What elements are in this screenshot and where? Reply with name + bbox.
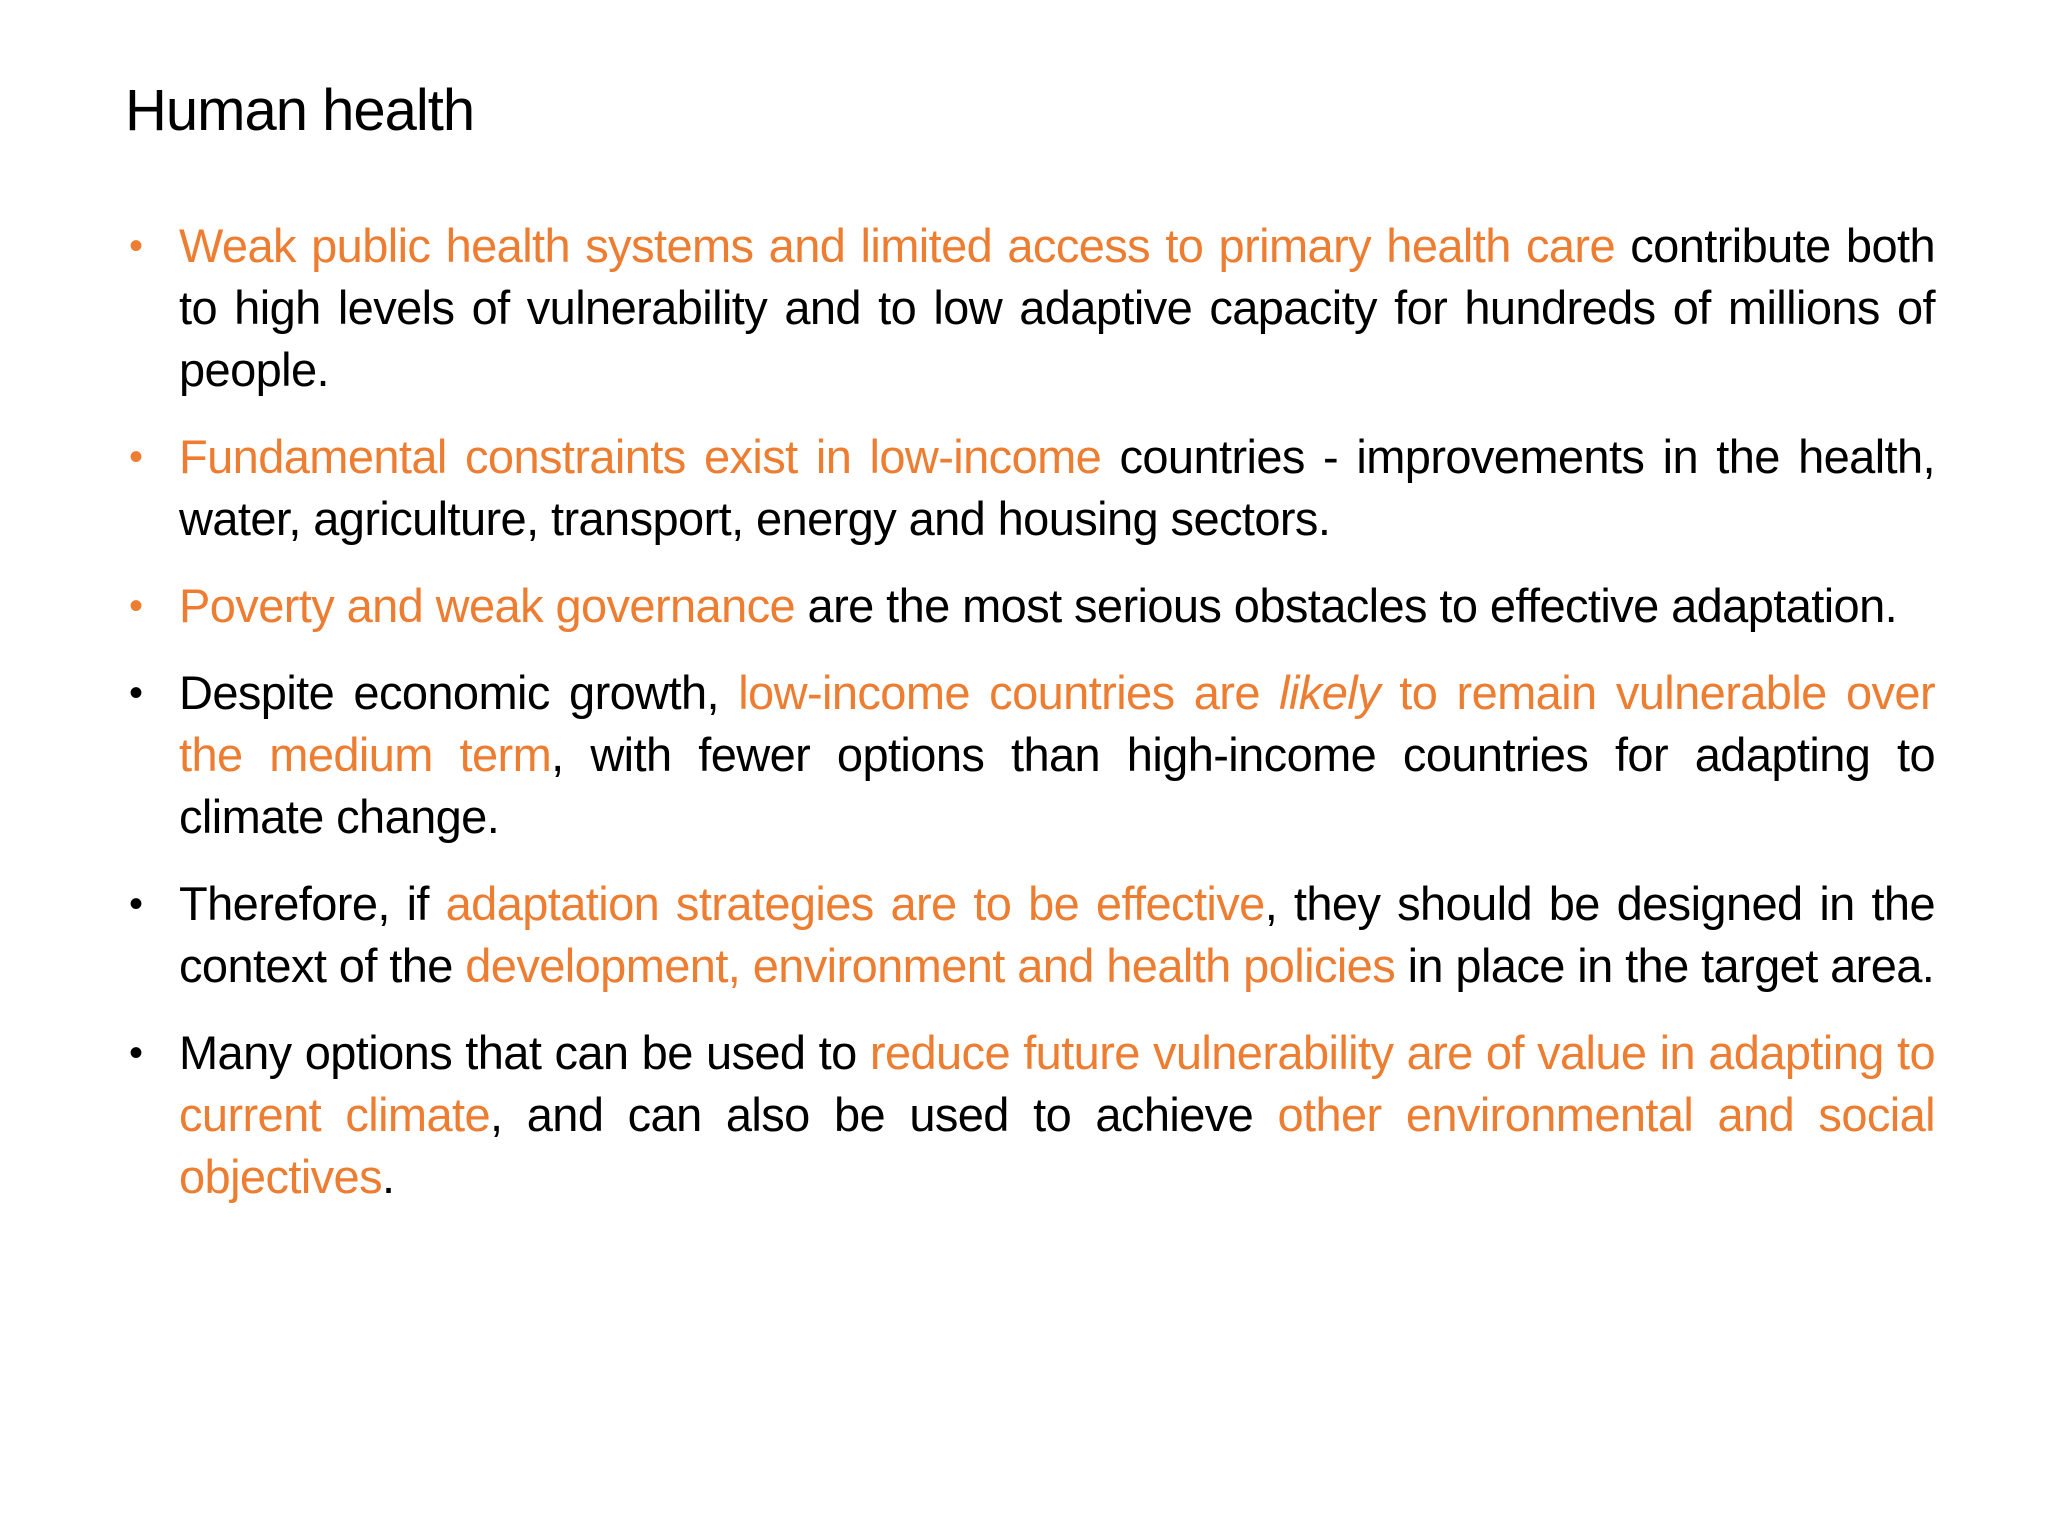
- bullet-item: [125, 873, 1935, 997]
- bullet-dot-icon: •: [129, 1031, 143, 1075]
- body-text: .: [382, 1150, 395, 1203]
- body-text: Therefore, if: [179, 877, 446, 930]
- highlight-text: Weak public health systems and limited access to primary health care: [179, 219, 1616, 272]
- body-text: Despite economic growth,: [179, 666, 739, 719]
- body-text: Many options that can be used to: [179, 1026, 870, 1079]
- highlight-italic-text: likely: [1279, 666, 1380, 719]
- highlight-text: adaptation strategies are to be effective: [445, 877, 1265, 930]
- bullet-item: [125, 426, 1935, 550]
- bullet-item: [125, 575, 1935, 637]
- highlight-text: reduce future vulnerability are of value in adapting to current climate: [179, 1026, 1935, 1141]
- body-text: , with fewer options than high-income countries for adapting to climate change.: [179, 728, 1935, 843]
- body-text: , and can also be used to achieve: [490, 1088, 1278, 1141]
- bullet-dot-icon: •: [129, 882, 143, 926]
- body-text: , they should be designed in the context of the: [179, 877, 1935, 992]
- bullet-dot-icon: •: [129, 584, 143, 628]
- body-text: countries - improvements in the health, water, agriculture, transport, energy and housing sectors.: [179, 430, 1935, 545]
- bullet-item: [125, 662, 1935, 848]
- highlight-text: Fundamental constraints exist in low-income: [179, 430, 1102, 483]
- bullet-dot-icon: •: [129, 435, 143, 479]
- slide-title: Human health: [125, 78, 475, 143]
- highlight-text: Poverty and weak governance: [179, 579, 796, 632]
- body-text: contribute both to high levels of vulnerability and to low adaptive capacity for hundreds of millions of people.: [179, 219, 1935, 396]
- bullet-dot-icon: •: [129, 671, 143, 715]
- bullet-item: [125, 1022, 1935, 1208]
- body-text: in place in the target area.: [1395, 939, 1935, 992]
- body-text: are the most serious obstacles to effective adaptation.: [795, 579, 1898, 632]
- highlight-text: other environmental and social objectives: [179, 1088, 1935, 1203]
- highlight-text: low-income countries are: [738, 666, 1280, 719]
- bullet-list: [125, 215, 1935, 1233]
- bullet-item: [125, 215, 1935, 401]
- bullet-dot-icon: •: [129, 224, 143, 268]
- highlight-text: development, environment and health policies: [465, 939, 1396, 992]
- highlight-text: to remain vulnerable over the medium term: [179, 666, 1935, 781]
